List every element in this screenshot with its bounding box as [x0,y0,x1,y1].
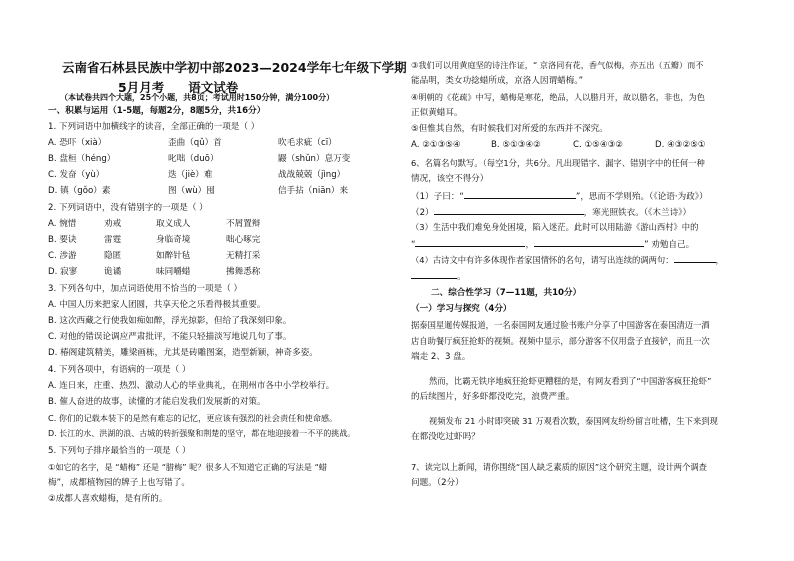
q4-option-d: D. 长江的水、洪湖的浪、古城的转折强聚和荆楚的坚守，都在地迎接着一不平的挑战。 [48,429,356,438]
q1-option-d: D. 镇（gǒo）素 图（wù）囤 信手拈（niān）来 [48,186,349,196]
passage-line-5: 的后续图片，好多虾都没吃完，浪费严重。 [411,392,575,402]
q6-stem-2: 情况，该空不得分） [411,174,489,184]
section-1-title: 一、积累与运用（1-5题，每题2分，8题5分，共16分） [48,106,266,116]
q1-stem: 1. 下列词语中加横线字的读音，全部正确的一项是（ ） [48,122,260,132]
q6-blank-2[interactable] [434,204,584,215]
exam-subject: 语文试卷 [188,80,239,95]
q5-stem: 5. 下列句子排序最恰当的一项是（ ） [48,446,191,456]
q2-option-d: D. 寂寥 诡谲 味同嚼蜡 拂舞悉称 [48,267,261,277]
q6-blank-4[interactable] [534,236,644,247]
exam-note: （本试卷共四个大题，25个小题，共8页；考试用时150分钟，满分100分） [60,93,335,102]
q5-sentence-1b: 梅”，成都植物园的牌子上也写错了。 [48,478,190,488]
q6-item-1: （1）子曰：“ ”，思而不学则殆。（《论语·为政》） [411,188,708,204]
q3-option-d: D. 椿阁建筑精美，雕梁画栋，尤其是砖雕图案，造型新颖，神奇多姿。 [48,348,318,358]
q3-option-c: C. 对他的错误论调应严肃批评，不能只轻描淡写地说几句了事。 [48,332,292,342]
q6-blank-1[interactable] [464,188,576,199]
passage-line-3: 端走 2、3 盘。 [411,352,471,362]
exam-title: 云南省石林县民族中学初中部2023—2024学年七年级下学期 [62,60,407,75]
q6-item-3b: “ ， ” 劝勉自己。 [411,236,694,252]
q2-option-b: B. 要诀 雷霆 身临奇境 咄心啄完 [48,235,261,245]
section-2-title: 二、综合性学习（7—11题，共10分） [431,288,582,298]
passage-line-1: 据泰国星暹传媒报道，一名泰国网友通过脸书账户分享了中国游客在泰国清迈一酒 [411,320,710,330]
q3-option-a: A. 中国人历来把家人团圆，共享天伦之乐看得极其重要。 [48,300,266,310]
q5-sentence-3b: 能品明，类女功捻蜡所成，京洛人因谓蜡梅。” [411,76,584,86]
q1-option-b: B. 盘桓（héng） 叱咄（duō） 鼹（shǔn）息万变 [48,154,351,164]
q6-item-4a: （4）古诗文中有许多体现作者家国情怀的名句，请写出连续的调两句： ， [411,252,724,267]
q7-stem-2: 问题。（2分） [411,478,464,488]
q5-options: A. ②①③⑤④ B. ⑤①③④② C. ①⑤④③② D. ④③②⑤① [411,140,706,150]
passage-line-6: 视频发布 21 小时即突破 31 万观看次数，泰国网友纷纷留言吐槽，生下来到现 [429,416,718,426]
q5-sentence-1a: ①如它的名字，是 “蜡梅” 还是 “腊梅” 呢？很多人不知道它正确的写法是 “蜡 [48,462,327,472]
q3-option-b: B. 这次西藏之行使我如痴如醉，浮光掠影，但给了我深刻印象。 [48,316,292,326]
q6-blank-6[interactable] [411,268,457,279]
q2-option-a: A. 惋惜 劝戒 取义成人 不屑置辩 [48,219,261,229]
q5-sentence-4a: ④明朝的《花疏》中写，蜡梅是寒花，绝品，人以腊月开，故以腊名，非也，为色 [411,92,705,102]
q5-sentence-5: ⑤但惟其自然，有时候我们对所爱的东西并不深究。 [411,124,608,134]
q6-item-4b: 。 [411,268,466,284]
passage-line-7: 在都没吃过虾吗？ [411,432,480,442]
exam-month: 5月月考 [118,80,165,95]
q2-option-c: C. 涉游 隐匿 如醉针毡 无精打采 [48,251,261,261]
q6-blank-3[interactable] [415,236,525,247]
subsection-1-title: （一）学习与探究（4分） [411,304,512,314]
passage-line-2: 店自助餐厅疯狂抢虾的视频。视频中显示，部分游客不仅用盘子直接铲，而且一次 [411,336,710,346]
q5-sentence-4b: 正似黄蜡耳。 [411,108,463,118]
q1-option-a: A. 恐吓（xià） 歪曲（qǔ）首 吹毛求疵（cī） [48,138,337,148]
q4-option-a: A. 连日来，庄重、热烈、激动人心的毕业典礼，在荆州市各中小学校举行。 [48,381,335,391]
q6-item-2: （2） ，寒光照铁衣。（《木兰诗》） [411,204,691,220]
q6-stem-1: 6、名篇名句默写。（每空1分，共6分。凡出现错字、漏字、错别字中的任何一种 [411,158,705,168]
q5-sentence-3a: ③我们可以用黄庭坚的诗注作证，“ 京洛同有花，香气似梅，亦五出（五瓣）而不 [411,60,704,70]
q6-blank-5[interactable] [674,252,716,263]
passage-line-4: 然而，比霸无铁序地疯狂抢虾更糟糕的是，有网友看到了“中国游客疯狂抢虾” [429,376,712,386]
q4-stem: 4. 下列各项中，有语病的一项是（ ） [48,365,191,375]
q7-stem-1: 7、读完以上新闻，请你围绕“国人缺乏素质的原因”这个研究主题，设计两个调查 [411,462,707,472]
q5-sentence-2: ②成都人喜欢蜡梅，是有所的。 [48,494,168,504]
q3-stem: 3. 下列各句中，加点词语使用不恰当的一项是（ ） [48,284,243,294]
q4-option-b: B. 催人奋进的故事，读懂的才能启发我们发展新的对策。 [48,397,266,407]
q1-option-c: C. 发奋（yù） 迭（jiè）难 战战兢兢（jìng） [48,170,346,180]
q4-option-c: C. 你们的记载本装下的是然有难忘的记忆，更应该有强烈的社会责任和使命感。 [48,413,338,423]
q2-stem: 2. 下列词语中，没有错别字的一项是（ ） [48,203,208,213]
q6-item-3a: （3）生活中我们难免身处困境，陷入迷茫。此时可以用陆游《游山西村》中的 [411,222,699,232]
